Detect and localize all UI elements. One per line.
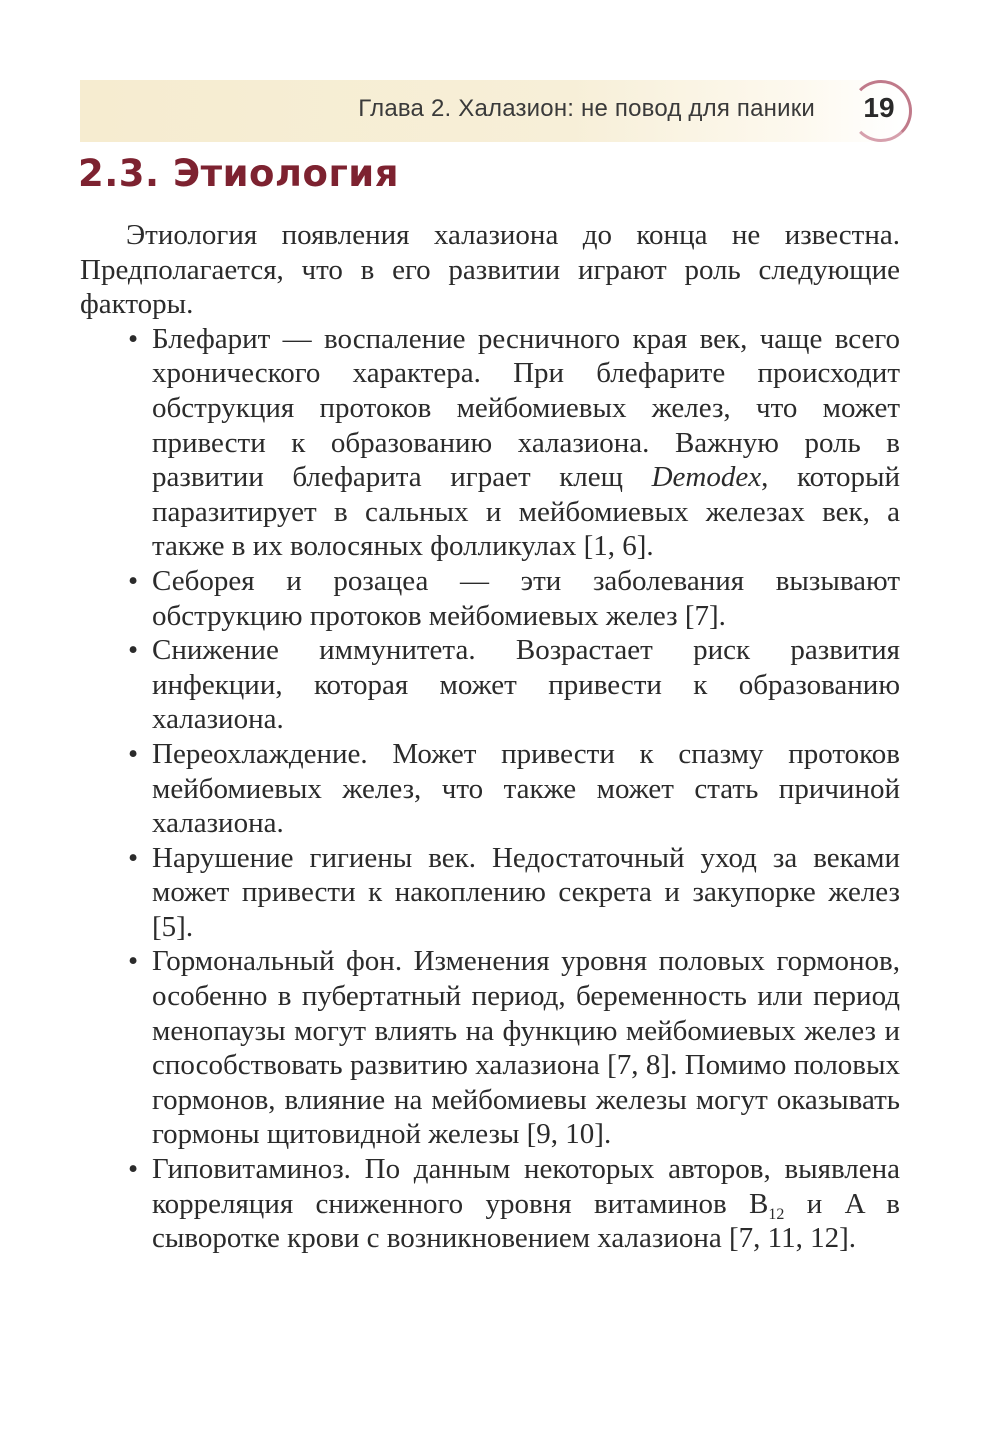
intro-paragraph: Этиология появления халазиона до конца не известна. Предполагается, что в его развитии играют роль следующие факторы.: [80, 219, 900, 321]
bullet-icon: •: [128, 634, 139, 667]
list-item: [128, 1152, 900, 1256]
chapter-title: Глава 2. Халазион: не повод для паники: [358, 95, 815, 122]
bullet-icon: •: [128, 1153, 139, 1186]
list-item: [128, 737, 900, 841]
list-item: [128, 564, 900, 633]
body-text: [80, 218, 900, 1256]
list-item-text: Себорея и розацеа — эти заболевания вызывают обструкцию протоков мейбомиевых желез [7].: [152, 564, 900, 632]
list-item-text: Гиповитаминоз. По данным некоторых авторов, выявлена корреляция сниженного уровня витаминов B: [152, 1153, 900, 1220]
list-item: [128, 322, 900, 564]
list-item-text: Гормональный фон. Изменения уровня половых гормонов, особенно в пубертатный период, беременность или период менопаузы могут влиять на функцию мейбомиевых желез и способствовать развитию халазиона [7, 8]. Помимо половых гормонов, влияние на мейбомиевы железы могут оказывать гормоны щитовидной железы [9, 10].: [152, 945, 900, 1151]
factor-list: [80, 322, 900, 1256]
list-item: [128, 944, 900, 1152]
list-item-text: Снижение иммунитета. Возрастает риск развития инфекции, которая может привести к образованию халазиона.: [152, 634, 900, 736]
bullet-icon: •: [128, 945, 139, 978]
list-item-text: Блефарит — воспаление ресничного края век, чаще всего хронического характера. При блефарите происходит обструкция протоков мейбомиевых желез, что может привести к образованию халазиона. Важную роль в развитии блефарита играет клещ: [152, 322, 900, 494]
subscript: 12: [768, 1205, 785, 1223]
section-title: 2.3. Этиология: [78, 152, 399, 195]
bullet-icon: •: [128, 841, 139, 874]
page-number: 19: [863, 92, 895, 123]
list-item-text: Переохлаждение. Может привести к спазму протоков мейбомиевых желез, что также может стать причиной халазиона.: [152, 737, 900, 840]
list-item-text: , который паразитирует в сальных и мейбомиевых железах век, а также в их волосяных фолликулах [1, 6].: [152, 461, 900, 563]
bullet-icon: •: [128, 564, 139, 597]
list-item-italic: Demodex: [651, 461, 762, 494]
list-item-text: и A в сыворотке крови с возникновением халазиона [7, 11, 12].: [152, 1187, 900, 1255]
list-item: [128, 841, 900, 945]
list-item: [128, 633, 900, 737]
bullet-icon: •: [128, 322, 139, 355]
list-item-text: Нарушение гигиены век. Недостаточный уход за веками может привести к накоплению секрета и закупорке желез [5].: [152, 841, 900, 943]
bullet-icon: •: [128, 737, 139, 770]
